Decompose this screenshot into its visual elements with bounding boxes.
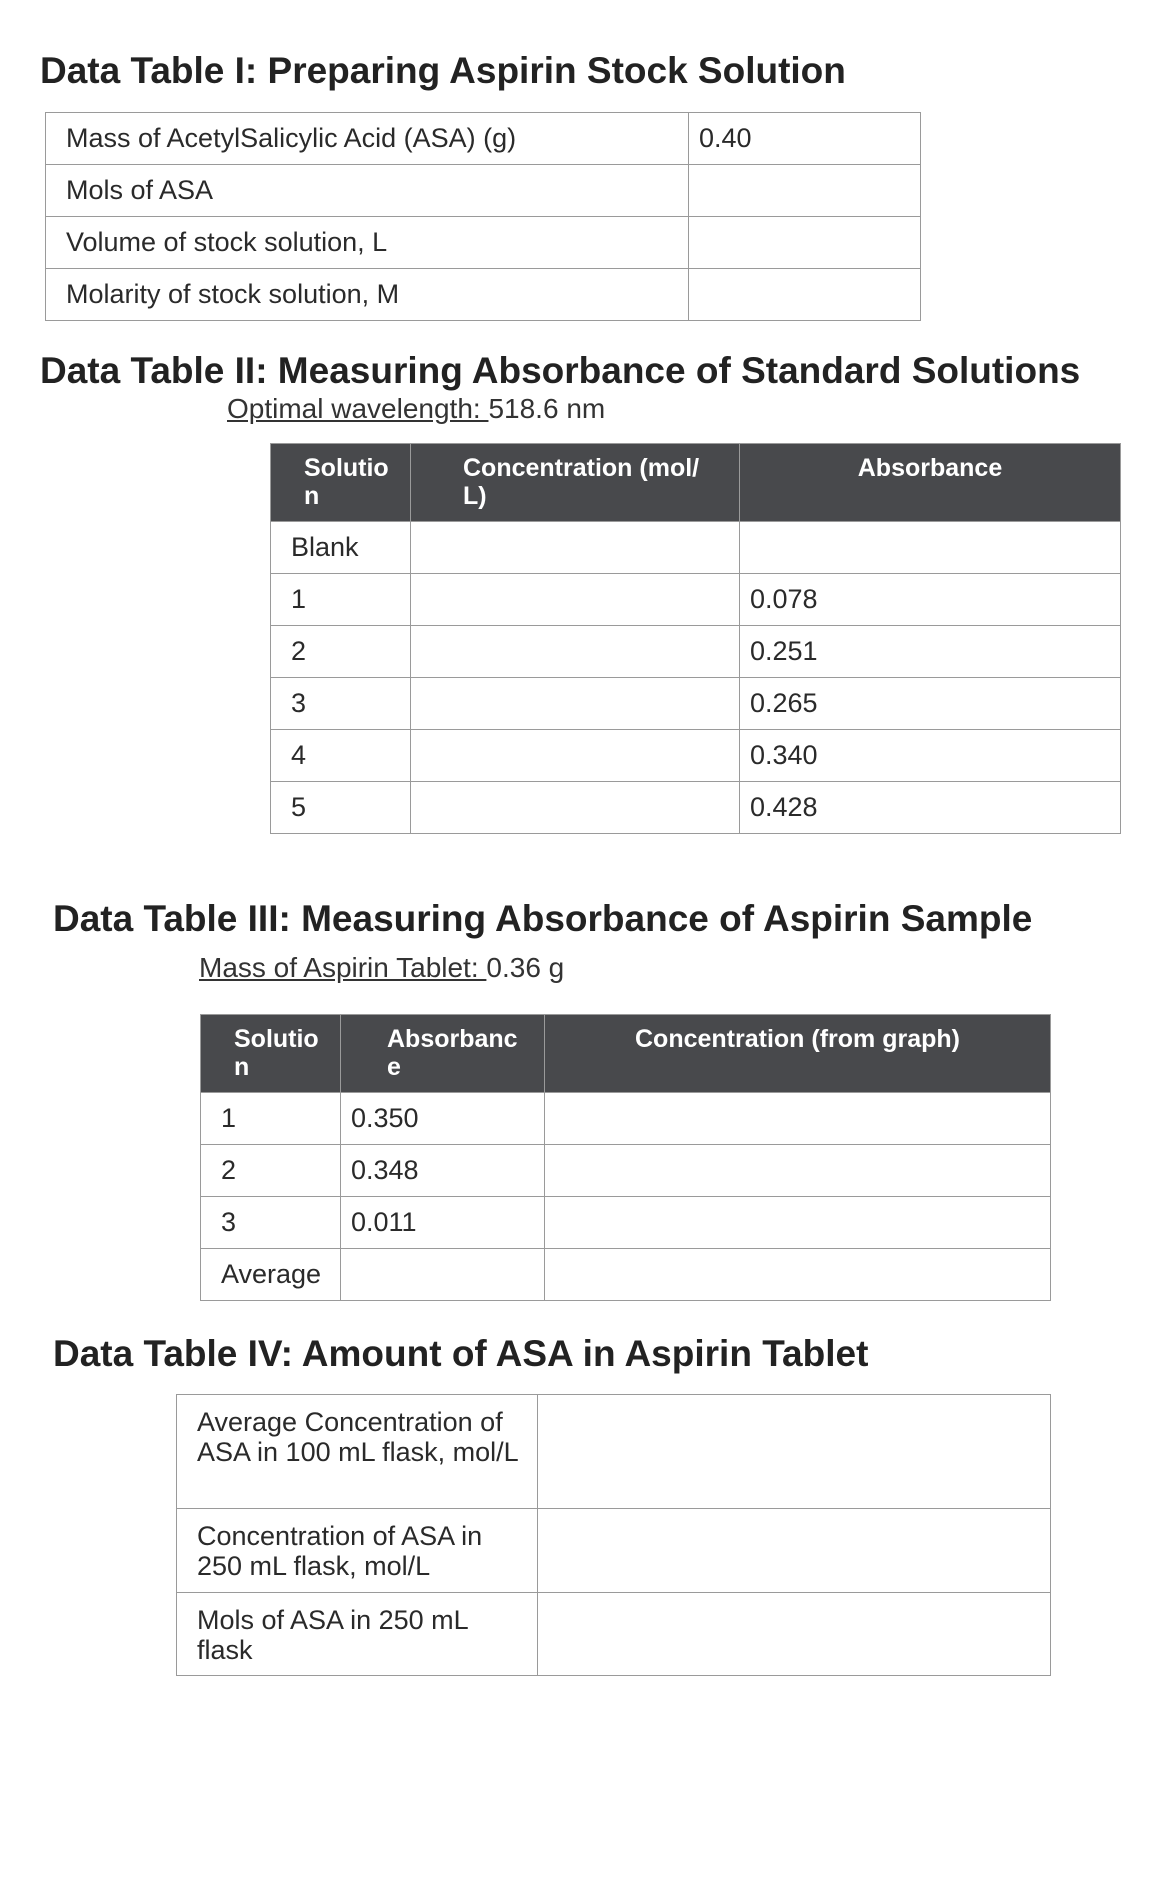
table2-absorbance[interactable]: 0.428: [740, 782, 1121, 834]
table3-concentration[interactable]: [545, 1093, 1051, 1145]
table-row: [201, 1249, 1051, 1301]
table1: [45, 112, 921, 321]
table4: [176, 1394, 1051, 1676]
table-header-row: [201, 1015, 1051, 1093]
table3-absorbance[interactable]: [341, 1249, 545, 1301]
table2-absorbance[interactable]: 0.265: [740, 678, 1121, 730]
table-row: [46, 269, 921, 321]
table1-label-volume: Volume of stock solution, L: [46, 217, 689, 269]
table1-value-mass[interactable]: 0.40: [689, 113, 921, 165]
table2-concentration[interactable]: [411, 730, 740, 782]
table-row: [46, 113, 921, 165]
table2-subline: [227, 393, 605, 425]
table2-concentration[interactable]: [411, 678, 740, 730]
table-header-row: [271, 444, 1121, 522]
table3-solution: 2: [201, 1145, 341, 1197]
table-row: [177, 1593, 1051, 1676]
table3-header-concentration: Concentration (from graph): [545, 1015, 1051, 1093]
table-row: [177, 1395, 1051, 1509]
table2-header-solution: Solution: [271, 444, 411, 522]
table-row: [271, 626, 1121, 678]
table2-solution: Blank: [271, 522, 411, 574]
tablet-mass-label: Mass of Aspirin Tablet:: [199, 952, 487, 983]
table3-title: Data Table III: Measuring Absorbance of Aspirin Sample: [53, 898, 1033, 939]
table1-label-mols: Mols of ASA: [46, 165, 689, 217]
table2-solution: 1: [271, 574, 411, 626]
table3-concentration[interactable]: [545, 1145, 1051, 1197]
tablet-mass-value: 0.36 g: [486, 952, 565, 983]
table4-value-mols-250[interactable]: [538, 1593, 1051, 1676]
table1-value-volume[interactable]: [689, 217, 921, 269]
table-row: [271, 574, 1121, 626]
table-row: [46, 217, 921, 269]
table2-absorbance[interactable]: [740, 522, 1121, 574]
table4-label-mols-250: Mols of ASA in 250 mL flask: [177, 1593, 538, 1676]
table2-solution: 5: [271, 782, 411, 834]
table-row: [271, 730, 1121, 782]
table3-solution: 3: [201, 1197, 341, 1249]
table3-header-absorbance: Absorbance: [341, 1015, 545, 1093]
table2-concentration[interactable]: [411, 574, 740, 626]
table3-subline: [199, 952, 564, 984]
table2-header-concentration: Concentration (mol/L): [411, 444, 740, 522]
table-row: [177, 1509, 1051, 1593]
table4-label-avg-concentration: Average Concentration of ASA in 100 mL flask, mol/L: [177, 1395, 538, 1509]
table-row: [271, 782, 1121, 834]
table3-header-solution: Solution: [201, 1015, 341, 1093]
table-row: [271, 678, 1121, 730]
table-row: [201, 1197, 1051, 1249]
table2-absorbance[interactable]: 0.340: [740, 730, 1121, 782]
table2-solution: 4: [271, 730, 411, 782]
table-row: [271, 522, 1121, 574]
table1-value-molarity[interactable]: [689, 269, 921, 321]
table3-solution: Average: [201, 1249, 341, 1301]
table2-header-absorbance: Absorbance: [740, 444, 1121, 522]
table2-solution: 2: [271, 626, 411, 678]
table2-absorbance[interactable]: 0.251: [740, 626, 1121, 678]
table2-absorbance[interactable]: 0.078: [740, 574, 1121, 626]
table3-absorbance[interactable]: 0.348: [341, 1145, 545, 1197]
table3-absorbance[interactable]: 0.350: [341, 1093, 545, 1145]
table2-concentration[interactable]: [411, 782, 740, 834]
table3: [200, 1014, 1051, 1301]
table1-value-mols[interactable]: [689, 165, 921, 217]
table1-label-molarity: Molarity of stock solution, M: [46, 269, 689, 321]
table3-solution: 1: [201, 1093, 341, 1145]
table2-title: Data Table II: Measuring Absorbance of Standard Solutions: [40, 350, 1081, 391]
table1-label-mass: Mass of AcetylSalicylic Acid (ASA) (g): [46, 113, 689, 165]
table2-solution: 3: [271, 678, 411, 730]
wavelength-value: 518.6 nm: [488, 393, 606, 424]
table4-value-avg-concentration[interactable]: [538, 1395, 1051, 1509]
table2-concentration[interactable]: [411, 626, 740, 678]
wavelength-label: Optimal wavelength:: [227, 393, 489, 424]
table4-label-concentration-250: Concentration of ASA in 250 mL flask, mol/L: [177, 1509, 538, 1593]
table3-concentration[interactable]: [545, 1197, 1051, 1249]
table4-value-concentration-250[interactable]: [538, 1509, 1051, 1593]
table2-concentration[interactable]: [411, 522, 740, 574]
table-row: [201, 1145, 1051, 1197]
table3-concentration[interactable]: [545, 1249, 1051, 1301]
table2: [270, 443, 1121, 834]
table3-absorbance[interactable]: 0.011: [341, 1197, 545, 1249]
table1-title: Data Table I: Preparing Aspirin Stock Solution: [40, 50, 846, 91]
table-row: [201, 1093, 1051, 1145]
table4-title: Data Table IV: Amount of ASA in Aspirin Tablet: [53, 1333, 869, 1374]
table-row: [46, 165, 921, 217]
